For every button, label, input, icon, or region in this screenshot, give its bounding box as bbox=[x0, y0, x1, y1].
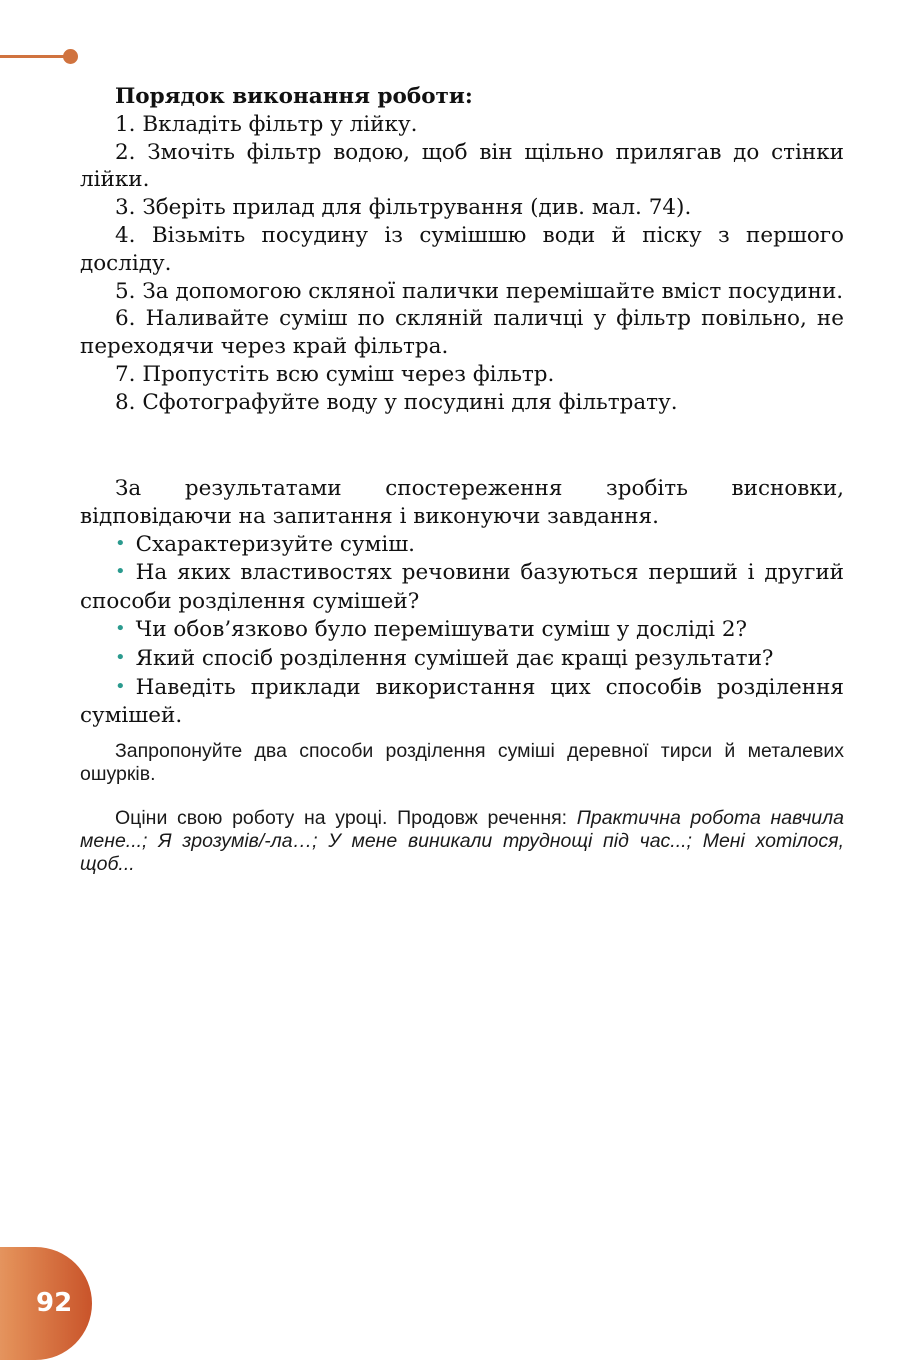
question-text: На яких властивостях речовини базуються перший і другий способи розділення сумішей? bbox=[80, 560, 844, 615]
procedure-heading: Порядок виконання роботи: bbox=[115, 84, 473, 109]
bullet-icon: • bbox=[115, 675, 126, 697]
procedure-step: 6. Наливайте суміш по скляній паличці у фільтр повільно, не переходячи через край фільтра. bbox=[80, 306, 844, 360]
procedure-step: 2. Змочіть фільтр водою, щоб він щільно прилягав до стінки лійки. bbox=[80, 139, 844, 193]
procedure-step: 7. Пропустіть всю суміш через фільтр. bbox=[115, 361, 555, 387]
top-decorative-dot bbox=[63, 49, 78, 64]
task-text: Запропонуйте два способи розділення суміші деревної тирси й металевих ошурків. bbox=[80, 740, 844, 785]
bullet-icon: • bbox=[115, 532, 126, 554]
reflection-lead: Оціни свою роботу на уроці. Продовж речення: bbox=[115, 807, 577, 829]
question-item bbox=[80, 559, 844, 616]
question-item bbox=[80, 531, 844, 560]
top-decorative-line bbox=[0, 55, 66, 58]
procedure-step: 5. За допомогою скляної палички перемішайте вміст посудини. bbox=[115, 278, 844, 304]
procedure-step: 3. Зберіть прилад для фільтрування (див. мал. 74). bbox=[115, 195, 692, 221]
task-section bbox=[80, 740, 844, 786]
bullet-icon: • bbox=[115, 617, 126, 639]
reflection-section bbox=[80, 807, 844, 876]
question-text: Наведіть приклади використання цих способів розділення сумішей. bbox=[80, 674, 844, 729]
reflection-paragraph bbox=[80, 807, 844, 876]
reflection-prompts: Практична робота навчила мене...; Я зрозумів/-ла…; У мене виникали труднощі під час...; Мені хотілося, щоб... bbox=[80, 807, 844, 875]
question-text: Чи обов’язково було перемішувати суміш у досліді 2? bbox=[135, 616, 748, 642]
conclusions-section bbox=[80, 475, 844, 730]
question-text: Схарактеризуйте суміш. bbox=[135, 531, 416, 557]
procedure-step: 1. Вкладіть фільтр у лійку. bbox=[115, 111, 418, 137]
procedure-step: 4. Візьміть посудину із сумішшю води й піску з першого досліду. bbox=[80, 222, 844, 276]
procedure-section bbox=[80, 83, 844, 417]
page-number: 92 bbox=[36, 1288, 73, 1318]
bullet-icon: • bbox=[115, 561, 126, 583]
conclusions-intro: За результатами спостереження зробіть висновки, відповідаючи на запитання і виконуючи завдання. bbox=[80, 476, 844, 529]
question-item bbox=[80, 616, 844, 645]
question-item bbox=[80, 645, 844, 674]
question-text: Який спосіб розділення сумішей дає кращі результати? bbox=[135, 645, 774, 671]
procedure-step: 8. Сфотографуйте воду у посудині для фільтрату. bbox=[115, 389, 678, 415]
bullet-icon: • bbox=[115, 646, 126, 668]
question-item bbox=[80, 674, 844, 731]
